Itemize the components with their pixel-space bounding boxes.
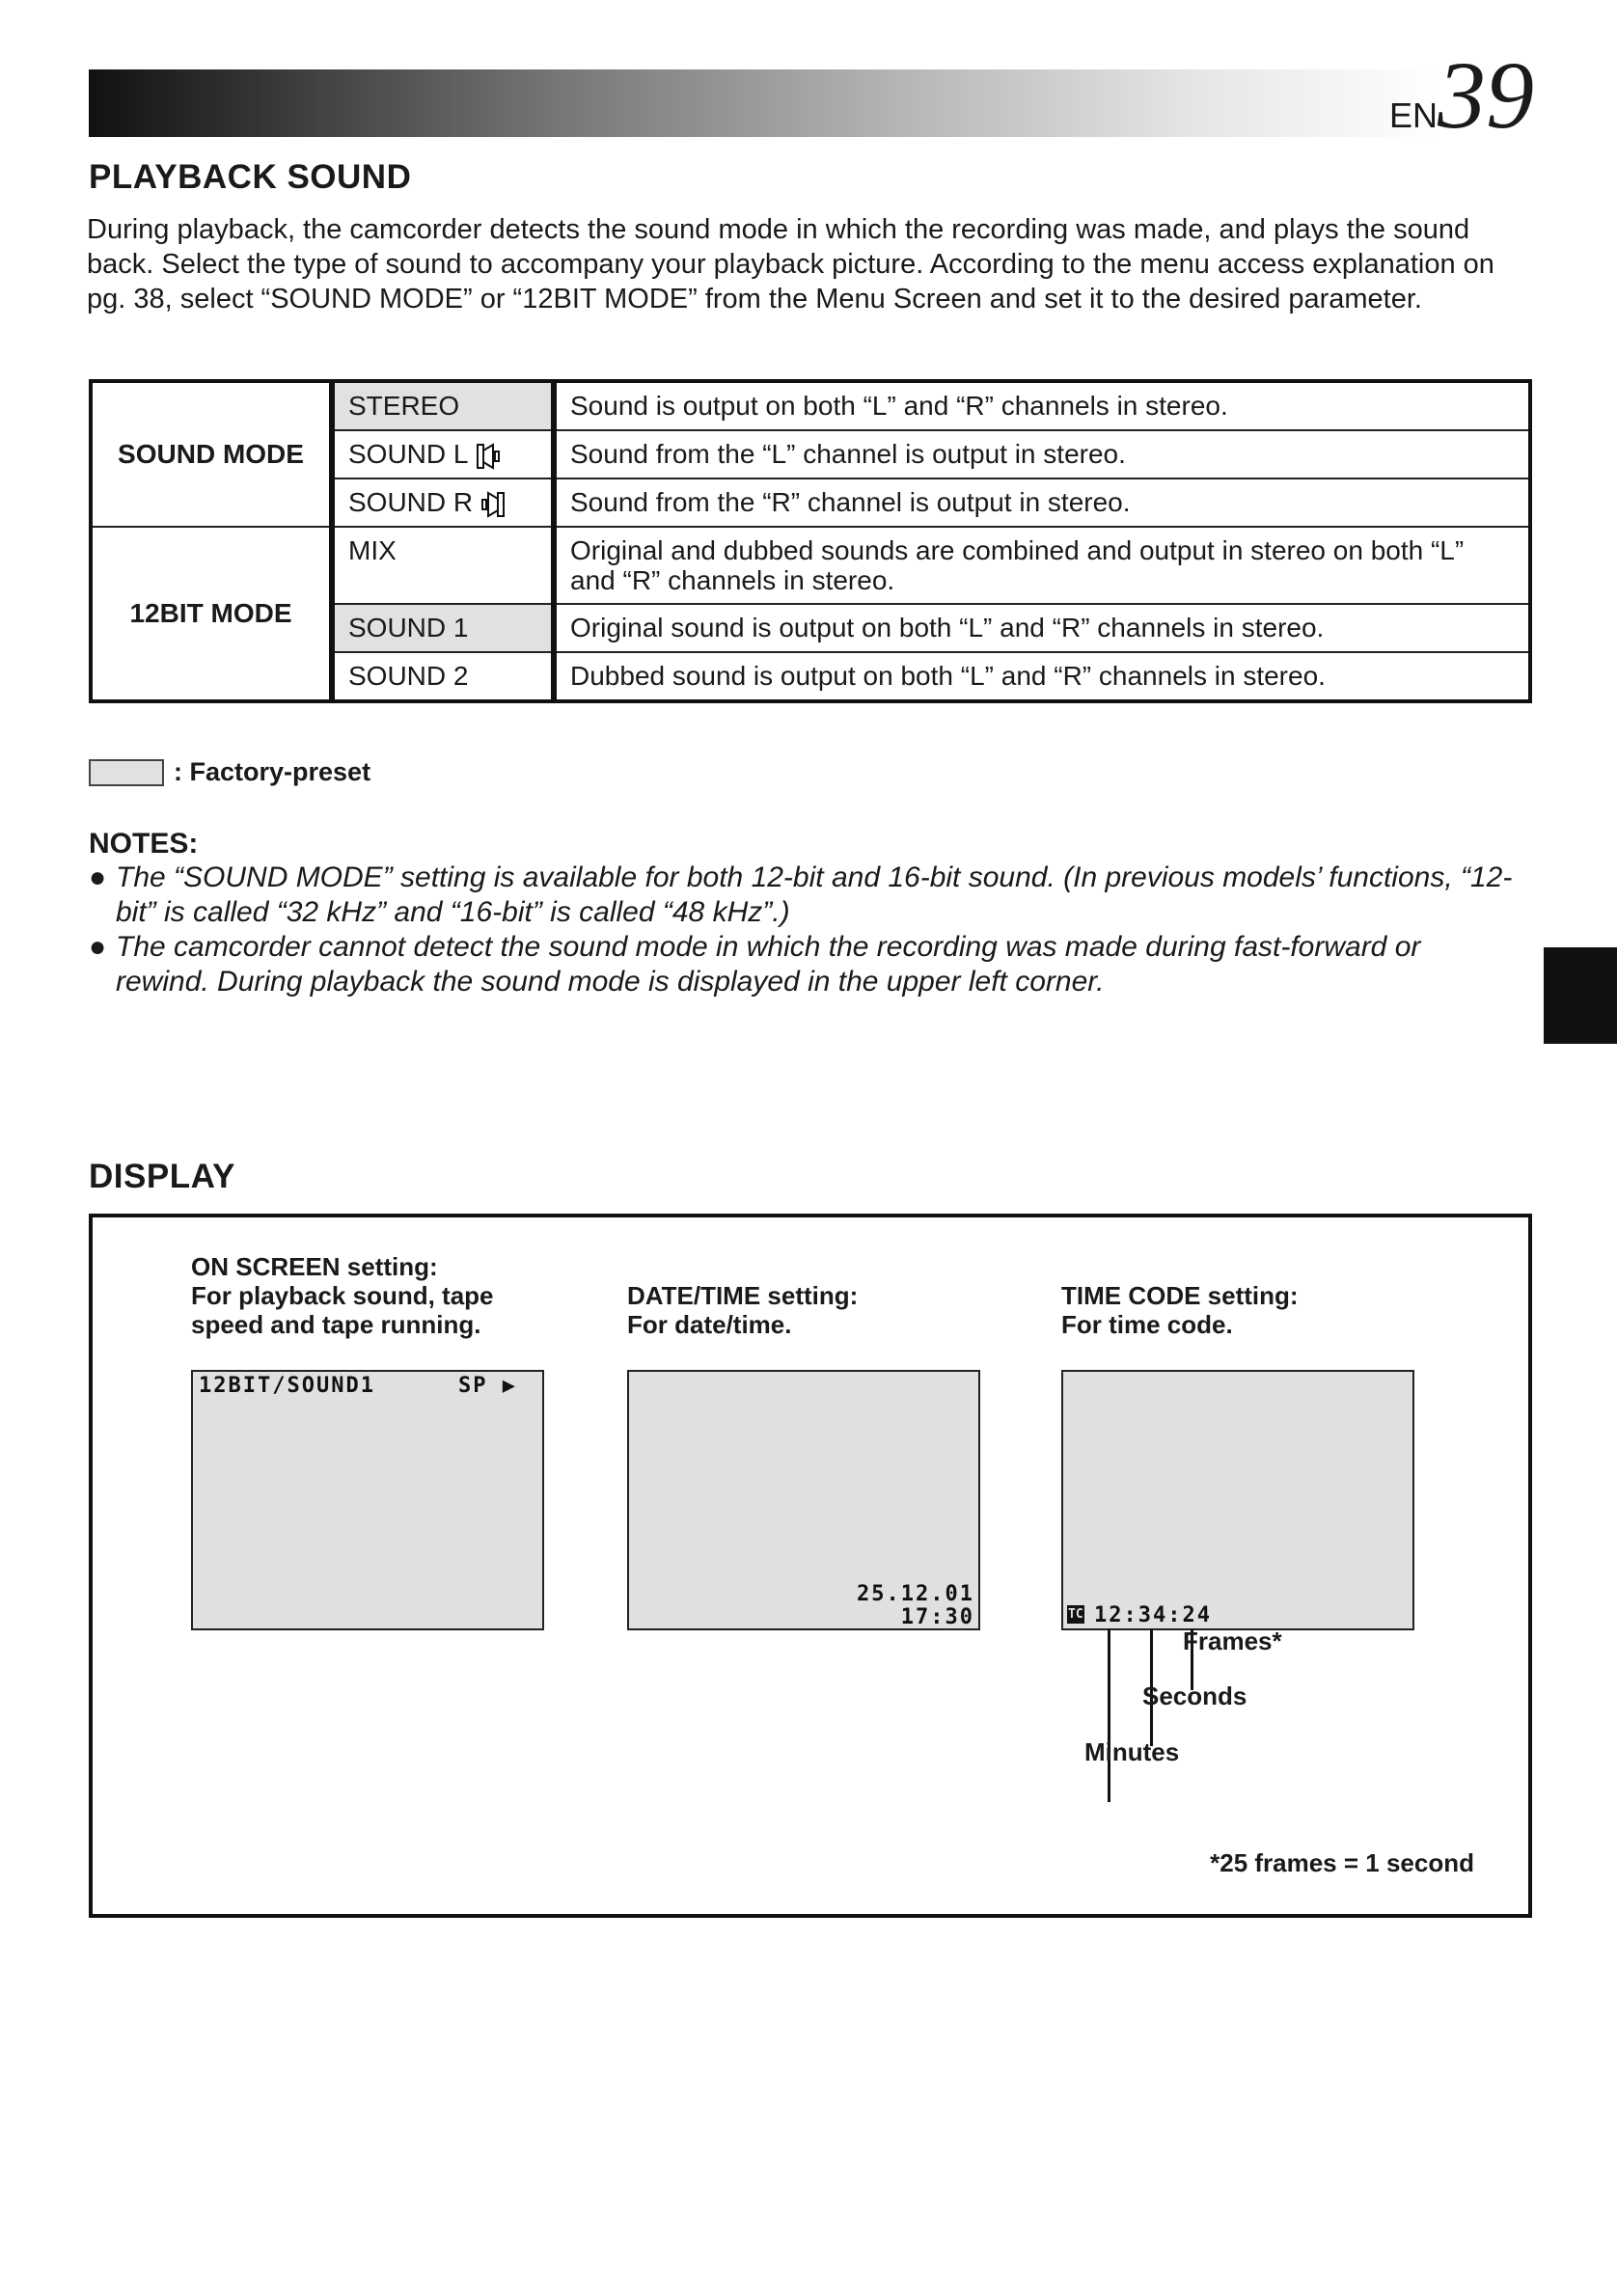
option-sound-l: SOUND L <box>332 430 554 478</box>
option-sound-2: SOUND 2 <box>332 652 554 701</box>
frames-footnote: *25 frames = 1 second <box>1210 1848 1474 1877</box>
on-screen-caption: ON SCREEN setting: For playback sound, tape speed and tape running. <box>191 1252 494 1339</box>
display-examples-frame <box>89 1214 1532 1918</box>
display-heading: DISPLAY <box>89 1158 235 1195</box>
page-number: EN39 <box>1389 41 1535 149</box>
option-description: Original and dubbed sounds are combined and output in stereo on both “L” and “R” channels in stereo. <box>554 527 1530 604</box>
osd-time: 17:30 <box>900 1605 974 1629</box>
list-item: ● The camcorder cannot detect the sound mode in which the recording was made during fast-forward or rewind. During playback the sound mode is displayed in the upper left corner. <box>89 931 1421 998</box>
osd-date: 25.12.01 <box>857 1582 974 1606</box>
speaker-left-icon <box>476 443 501 470</box>
bullet-icon: ● <box>89 931 107 963</box>
time-code-icon: TC <box>1068 1607 1083 1622</box>
notes-list <box>89 861 1517 999</box>
speaker-right-icon <box>480 491 506 518</box>
table-row <box>91 527 1530 604</box>
option-sound-r: SOUND R <box>332 478 554 527</box>
date-time-lcd <box>627 1370 980 1630</box>
option-description: Sound from the “L” channel is output in stereo. <box>554 430 1530 478</box>
minutes-leader-line <box>1108 1628 1110 1802</box>
option-description: Sound from the “R” channel is output in stereo. <box>554 478 1530 527</box>
osd-sound-mode: 12BIT/SOUND1 <box>199 1374 375 1398</box>
factory-preset-legend: : Factory-preset <box>89 757 370 787</box>
frames-label: Frames* <box>1183 1626 1282 1655</box>
notes-heading: NOTES: <box>89 828 199 860</box>
seconds-label: Seconds <box>1142 1681 1247 1710</box>
on-screen-lcd <box>191 1370 544 1630</box>
bullet-icon: ● <box>89 861 107 893</box>
sound-mode-label: SOUND MODE <box>91 381 332 527</box>
header-gradient-bar <box>89 69 1439 137</box>
sound-settings-table <box>89 379 1532 703</box>
osd-tape-speed: SP ▶ <box>458 1374 517 1398</box>
time-code-lcd <box>1061 1370 1414 1630</box>
option-description: Sound is output on both “L” and “R” channels in stereo. <box>554 381 1530 430</box>
option-description: Original sound is output on both “L” and “R” channels in stereo. <box>554 604 1530 652</box>
osd-time-code: 12:34:24 <box>1094 1603 1212 1627</box>
table-row <box>91 381 1530 430</box>
bit-mode-label: 12BIT MODE <box>91 527 332 701</box>
time-code-caption: TIME CODE setting: For time code. <box>1061 1281 1299 1339</box>
minutes-label: Minutes <box>1084 1737 1180 1766</box>
list-item: ● The “SOUND MODE” setting is available for both 12-bit and 16-bit sound. (In previous models’ functions, “12-bit” is called “32 kHz” and “16-bit” is called “48 kHz”.) <box>89 861 1513 928</box>
date-time-caption: DATE/TIME setting: For date/time. <box>627 1281 859 1339</box>
playback-sound-heading: PLAYBACK SOUND <box>89 158 412 196</box>
option-sound-1: SOUND 1 <box>332 604 554 652</box>
option-description: Dubbed sound is output on both “L” and “R” channels in stereo. <box>554 652 1530 701</box>
playback-intro: During playback, the camcorder detects the sound mode in which the recording was made, and plays the sound back. Select the type of sound to accompany your playback picture. According to the menu access explanation on pg. 38, select “SOUND MODE” or “12BIT MODE” from the Menu Screen and set it to the desired parameter. <box>87 214 1494 314</box>
option-mix: MIX <box>332 527 554 604</box>
option-stereo: STEREO <box>332 381 554 430</box>
preset-swatch <box>89 759 164 786</box>
section-tab-marker <box>1544 947 1617 1044</box>
